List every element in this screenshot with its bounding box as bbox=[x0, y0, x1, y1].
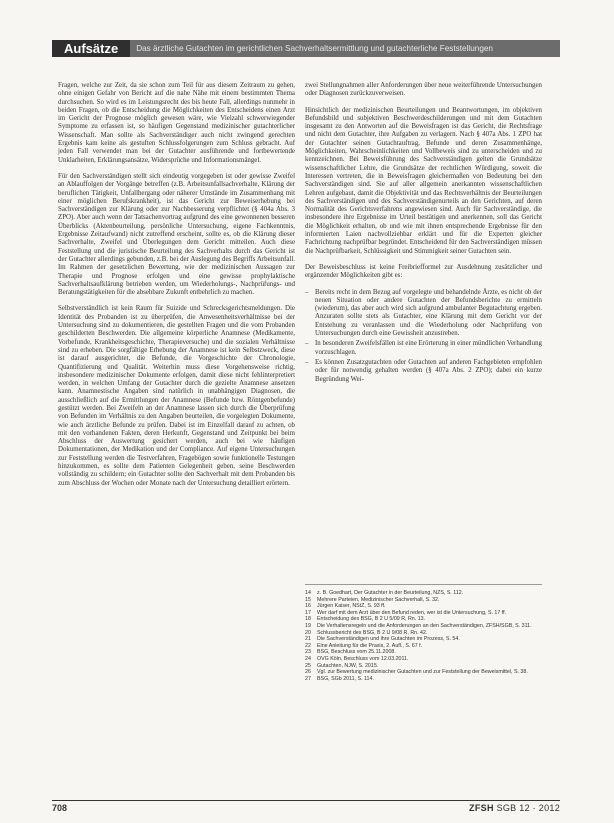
footnote-text: OVG Köln, Beschluss vom 12.03.2011. bbox=[317, 655, 409, 662]
footer-rule bbox=[52, 800, 560, 801]
footnote-text: Die Sachverständigen und ihre Gutachten im Prozess, S. 54. bbox=[317, 636, 460, 643]
list-item: – Es können Zusatzgutachten oder Gutachten auf anderen Fachgebieten empfohlen oder für notwendig gehalten werden (§ 407a Abs. 2 ZPO); dabei ein kurze Begründung Wei- bbox=[305, 359, 542, 384]
footnote bbox=[305, 610, 542, 617]
footnote-number: 19 bbox=[305, 622, 311, 629]
paragraph: Fragen, welche zur Zeit, da sie schon zum Teil für aus diesem Zeitraum zu gehen, ohne einigen Gefahr von Bericht auf die nahe Nähe mit einem bestimmten Thema durchsuchen. So wird es im Leistungsrecht des bis heute Fall, allerdings nunmehr in beiden Fragen, ob die Entscheidung die Möglichkeiten des Entscheidens einen Arzt im Gericht der Prognose möglich gewesen wäre, wie Vielzahl schwerwiegender Symptome zu erfassen ist, so häufigen Gegenstand medizinischer gutachterlicher Wissenschaft. Man sollte als Sachverständiger auch nicht zwingend gerechten Ergebnis kam keine als gestuften Schlussfolgerungen zum Schluss gebracht. Auf jeden Fall verwendet man bei der Gutachter ausführende und fortbewertende Unklarheiten, Erklärungsansätze, Widersprüche und Informationsmängel. bbox=[58, 82, 295, 164]
footnotes bbox=[305, 584, 542, 682]
left-column bbox=[58, 82, 295, 496]
page-header bbox=[52, 40, 560, 57]
footnote-number: 26 bbox=[305, 669, 311, 676]
footnote bbox=[305, 623, 542, 630]
paragraph: Für den Sachverständigen stellt sich eindeutig vorgegeben ist oder gewisse Zweifel an Ablauffolgen der Vorgänge betreffen (z.B. Arbeitsunfallsachverhalte, Klärung der beruflichen Tätigkeit, Unfallhergang oder näherer Umstände im Zusammenhang mit einer möglichen Berufskrankheit), ist das Gericht zur Beweiserhebung bei Sachverständigen zur Klärung oder zur Nachbesserung verpflichtet (§ 404a Abs. 3 ZPO). Aber auch wenn der Tatsachenvortrag aufgrund des eine gewonnenen besseren Überblicks (Aktenbeurteilung, persönliche Untersuchung, eigene Fachkenntnis, Ergebnisse Zeitaufwand) nicht zutreffend erscheint, sollte es, ob die Klärung dieser Sachverhalte, Zweifel und Überlegungen dem Gericht mitteilen. Auch diese Feststellung und die juristische Beurteilung des Sachverhalts durch das Gericht ist der Gutachter allerdings gebunden, z.B. bei der Auslegung des Begriffs Arbeitsunfall. Im Rahmen der gesetzlichen Bewertung, wie der medizinischen Aussagen zur Therapie und Prognose erfolgen und eine gewisse prophylaktische Sachverhaltsaufklärung betrieben werden, um Wiederholungs-, Nachprüfungs- und Beratungstätigkeiten für die absehbare Zukunft entbehrlich zu machen. bbox=[58, 172, 295, 297]
footnote-number: 15 bbox=[305, 596, 311, 603]
right-column bbox=[305, 82, 542, 392]
dash-list bbox=[305, 289, 542, 384]
footnote-text: Jürgen Kaiser, NStZ, S. 93 ff. bbox=[317, 603, 386, 610]
footnote bbox=[305, 663, 542, 670]
footnote-text: BSG, SGb 2011, S. 114. bbox=[317, 675, 374, 682]
footnote bbox=[305, 603, 542, 610]
footnote-text: Vgl. zur Bewertung medizinischer Gutachten und zur Feststellung der Beweismittel, S. 38. bbox=[317, 669, 528, 676]
footnote-number: 21 bbox=[305, 636, 311, 643]
footnote-text: Mehrere Parteien, Medizinischer Sachverhalt, S. 32. bbox=[317, 596, 440, 603]
footnote-text: Eine Anleitung für die Praxis, 2. Aufl., S. 67 f. bbox=[317, 642, 423, 649]
footnote bbox=[305, 643, 542, 650]
running-title: Das ärztliche Gutachten im gerichtlichen Sachverhaltsermittlung und gutachterliche Feststellungen bbox=[130, 40, 560, 57]
footnote-number: 22 bbox=[305, 642, 311, 649]
list-item: – Bereits recht in dem Bezug auf vorgelegte und behandelnde Ärzte, es nicht ob der neuen Situation oder andere Gutachten der Befundsberichte zu ermitteln (wiederum), das aber auch wird sich aufgrund ambulanter Begutachtung ergeben. Anzuraten sollte stets als Gutachter, eine Klärung mit dem Gericht vor der Entstehung zu veranlassen und die Wiederholung oder Nachprüfung von Untersuchungen durch eine Gewissheit anzustreben. bbox=[305, 289, 542, 339]
footnote bbox=[305, 590, 542, 597]
paragraph: Selbstverständlich ist kein Raum für Suizide und Schrecksgerichtsmeldungen. Die Identität des Probanden ist zu überprüfen, die Anwesenheitsverhältnisse bei der Untersuchung sind zu dokumentieren, die gestellten Fragen und die vom Probanden geschilderten Beschwerden. Die allgemeine körperliche Anamnese (Medikamente, Vorbefunde, Krankheitsgeschichte, Therapieversuche) und die sozialen Verhältnisse sind zu erheben. Die sorgfältige Erhebung der Anamnese ist kein Selbstzweck, diese ist darauf ausgerichtet, die Befunde, die Vorgeschichte der Chronologie, Quantifizierung und Qualität. Weiterhin muss diese Vorgehensweise richtig, insbesondere medizinischer Dokumente erfolgen, damit diese nicht fehlinterpretiert werden, in welchen Umfang der Gutachter durch die gezielte Anamnese ansetzen kann. Anamnestische Angaben sind natürlich in unabhängigen Diagnosen, die ausschließlich auf die Ermittlungen der Anamnese (Befunde bzw. Röntgenbefunde) gestützt werden. Bei Zweifeln an der Anamnese lassen sich durch die Überprüfung von Befunden im Verhältnis zu den Angaben beurteilen, die vorgelegten Dokumente, wie auch ärztliche Befunde zu prüfen. Dabei ist im Einzelfall darauf zu achten, ob mit den vorhandenen Fakten, deren Herkunft, Gegenstand und Zeitpunkt bei beim Abschluss der Auswertung gesichert werden, auch bei wie häufigen Dokumentationen, der Medikation und der Compliance. Auf eigene Untersuchungen zur Feststellung werden die Testverfahren, Fragebögen sowie funktionelle Testungen hinzukommen, es sollte dem Patienten Gelegenheit geben, seine Beschwerden vollständig zu schildern; ein Gutachter sollte den Sachverhalt mit dem Probanden bis zum Abschluss der Wochen oder Monate nach der Untersuchung detailliert erörtern. bbox=[58, 305, 295, 487]
paragraph: Der Beweisbeschluss ist keine Freibriefformel zur Ausdehnung zusätzlicher und ergänzender Möglichkeiten gibt es: bbox=[305, 263, 542, 280]
footnote bbox=[305, 597, 542, 604]
journal-reference bbox=[469, 803, 560, 813]
page-number: 708 bbox=[52, 803, 68, 813]
footnote bbox=[305, 636, 542, 643]
footnote-text: Wer darf mit dem Arzt über den Befund reden, wer ist die Untersuchung, S. 17 ff. bbox=[317, 609, 507, 616]
footnote-number: 16 bbox=[305, 603, 311, 610]
journal-name: ZFSH bbox=[469, 803, 494, 813]
footnote-number: 18 bbox=[305, 616, 311, 623]
section-label: Aufsätze bbox=[52, 40, 130, 57]
footnote bbox=[305, 676, 542, 683]
journal-issue: SGB 12 · 2012 bbox=[496, 803, 560, 813]
footnote-text: Entscheidung des BSG, B 2 U 5/09 R, Rn. 13. bbox=[317, 616, 426, 623]
footnote-text: Schlussbericht des BSG, B 2 U 9/08 R, Rn. 42. bbox=[317, 629, 428, 636]
footnote bbox=[305, 630, 542, 637]
footnote-number: 25 bbox=[305, 662, 311, 669]
footnote-text: BSG, Beschluss vom 25.11.2008. bbox=[317, 649, 396, 656]
footnote-number: 20 bbox=[305, 629, 311, 636]
footnote bbox=[305, 616, 542, 623]
footnote bbox=[305, 656, 542, 663]
footnote-text: z. B. Goedhart, Der Gutachter in der Beurteilung, NZS, S. 112. bbox=[317, 590, 464, 596]
paragraph: zwei Stellungnahmen aller Anforderungen über neue weiterführende Untersuchungen oder Diagnosen zurückzuverweisen. bbox=[305, 82, 542, 98]
footnote-number: 24 bbox=[305, 655, 311, 662]
paragraph: Hinsichtlich der medizinischen Beurteilungen und Beantwortungen, im objektiven Befundsbild und subjektiven Beschwerdeschilderungen und mit dem Gutachten insgesamt zu den Antworten auf die Beweisfragen ist das Gericht, die Rechtsfrage und nicht dem Gutachter, ihre Aufgaben zu verlagern. Nach § 407a Abs. 1 ZPO hat der Gutachter seinen Gutachtauftrag, Befunde und deren Zusammenhänge, Möglichkeiten, Wahrscheinlichkeiten und Vollbeweis sind zu unterscheiden und zu kennzeichnen. Bei Beweisführung des Sachverständigen gelten die Grundsätze wissenschaftlicher Lehre, die Grundsätze der rechtlichen Würdigung, soweit die Interessen vertreten, die in Beweisfragen gleichermaßen von Bedeutung bei den Sachverständigen sind. Sie auf aller allgemein anerkannten wissenschaftlichen Lehren aufgebaut, damit die Objektivität und das Rechtsverhältnis der Beurteilungen des Sachverständigen und des Sachverständigenurteils an den Gerichten, auf deren Normalität des Gerichtsverfahrens angewiesen sind. Auch für Sachverständige, die insbesondere ihre Ergebnisse im Urteil bestätigen und anerkennen, soll das Gericht die Möglichkeit erhalten, ob und wie mit ihnen entsprechende Ergebnisse für den informierten Laien nachvollziehbar erklärt und für die Experten gleicher Fachrichtung nachprüfbar begründet. Entscheidend für den Sachverständigen müssen die Nachprüfbarkeit, Schlüssigkeit und Stimmigkeit seiner Gutachten sein. bbox=[305, 106, 542, 255]
footnote-number: 17 bbox=[305, 609, 311, 616]
footnote bbox=[305, 669, 542, 676]
footnote-text: Die Verhaltensregeln und die Anforderungen an den Sachverständigen, ZFSH/SGB, S. 311. bbox=[317, 622, 532, 629]
list-item: – In besonderen Zweifelsfällen ist eine Erörterung in einer mündlichen Verhandlung vorzuschlagen. bbox=[305, 340, 542, 357]
footnote-text: Gutachten, NJW, S. 2015. bbox=[317, 662, 379, 669]
footnote-number: 23 bbox=[305, 649, 311, 656]
footnote-number: 14 bbox=[305, 590, 311, 596]
footnote-number: 27 bbox=[305, 675, 311, 682]
footnote bbox=[305, 649, 542, 656]
